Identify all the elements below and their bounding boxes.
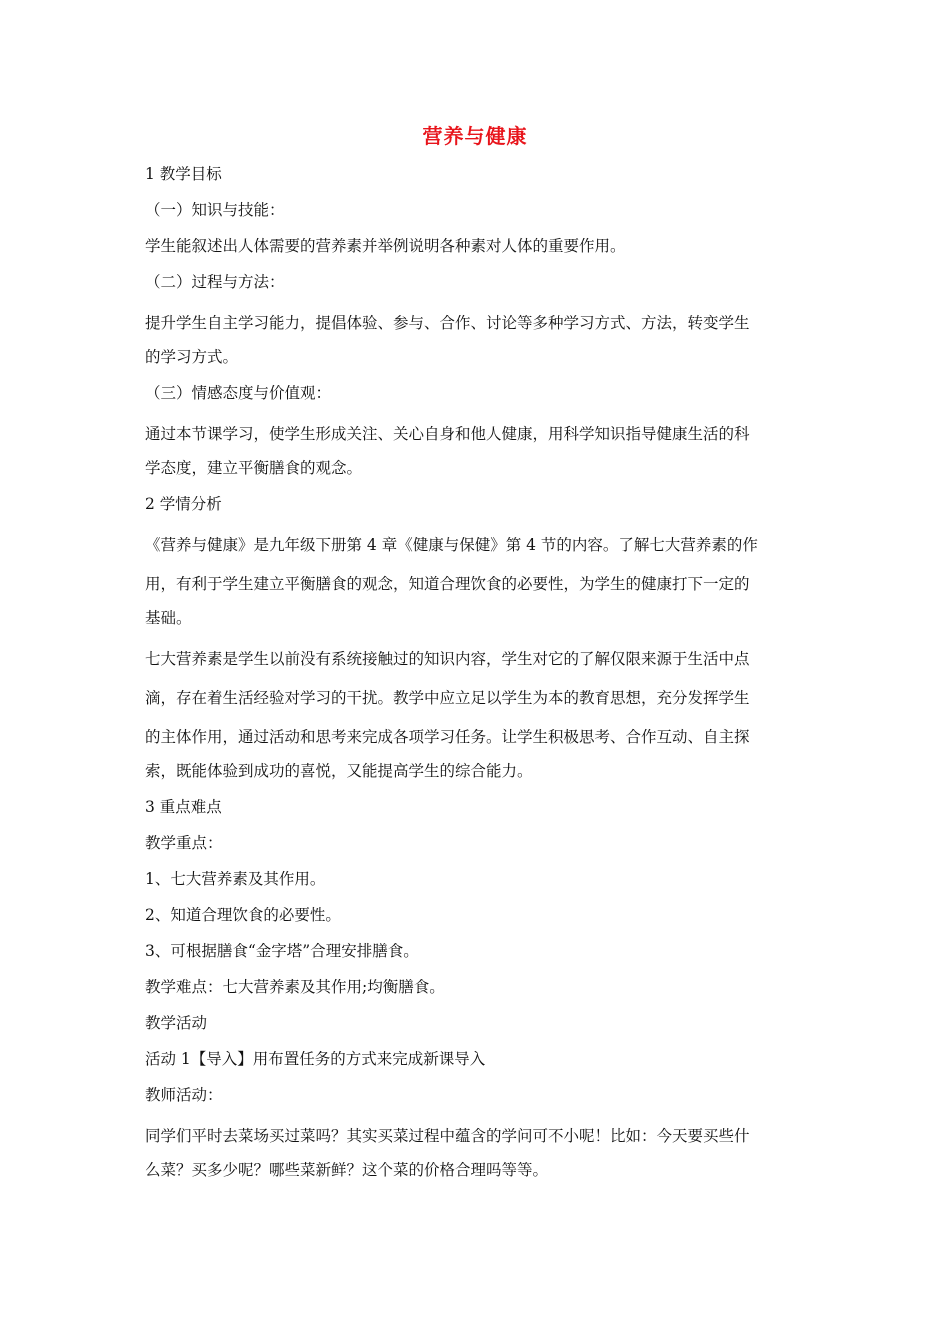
list-item: 2、知道合理饮食的必要性。	[145, 906, 341, 924]
paragraph-line: 同学们平时去菜场买过菜吗？其实买菜过程中蕴含的学问可不小呢！比如：今天要买些什	[145, 1127, 750, 1145]
paragraph-line: 通过本节课学习，使学生形成关注、关心自身和他人健康，用科学知识指导健康生活的科	[145, 425, 750, 443]
teaching-difficulty: 教学难点：七大营养素及其作用;均衡膳食。	[145, 978, 445, 996]
list-item: 1、七大营养素及其作用。	[145, 870, 326, 888]
paragraph-line: 滴，存在着生活经验对学习的干扰。教学中应立足以学生为本的教育思想，充分发挥学生	[145, 689, 750, 707]
paragraph-line: 么菜？买多少呢？哪些菜新鲜？这个菜的价格合理吗等等。	[145, 1161, 549, 1179]
section-heading-key-points: 3 重点难点	[145, 798, 222, 816]
paragraph-line: 学生能叙述出人体需要的营养素并举例说明各种素对人体的重要作用。	[145, 237, 626, 255]
subheading-knowledge-skills: （一）知识与技能：	[145, 201, 285, 219]
paragraph-line: 的主体作用，通过活动和思考来完成各项学习任务。让学生积极思考、合作互动、自主探	[145, 728, 750, 746]
paragraph-line: 学态度，建立平衡膳食的观念。	[145, 459, 363, 477]
subheading-teaching-activities: 教学活动	[145, 1014, 208, 1032]
paragraph-line: 用，有利于学生建立平衡膳食的观念，知道合理饮食的必要性，为学生的健康打下一定的	[145, 575, 750, 593]
paragraph-line: 基础。	[145, 609, 192, 627]
paragraph-line: 七大营养素是学生以前没有系统接触过的知识内容，学生对它的了解仅限来源于生活中点	[145, 650, 750, 668]
subheading-process-methods: （二）过程与方法：	[145, 273, 285, 291]
subheading-teaching-focus: 教学重点：	[145, 834, 223, 852]
document-body	[145, 160, 810, 1184]
section-heading-objectives: 1 教学目标	[145, 165, 222, 183]
subheading-teacher-activity: 教师活动：	[145, 1086, 223, 1104]
section-heading-analysis: 2 学情分析	[145, 495, 222, 513]
paragraph-line: 索，既能体验到成功的喜悦，又能提高学生的综合能力。	[145, 762, 533, 780]
subheading-attitudes-values: （三）情感态度与价值观：	[145, 384, 332, 402]
paragraph-line: 《营养与健康》是九年级下册第 4 章《健康与保健》第 4 节的内容。了解七大营养素的作	[145, 536, 758, 554]
document-title: 营养与健康	[422, 124, 528, 148]
paragraph-line: 提升学生自主学习能力，提倡体验、参与、合作、讨论等多种学习方式、方法，转变学生	[145, 314, 750, 332]
paragraph-line: 的学习方式。	[145, 348, 239, 366]
activity-heading: 活动 1【导入】用布置任务的方式来完成新课导入	[145, 1050, 486, 1068]
list-item: 3、可根据膳食“金字塔”合理安排膳食。	[145, 942, 419, 960]
